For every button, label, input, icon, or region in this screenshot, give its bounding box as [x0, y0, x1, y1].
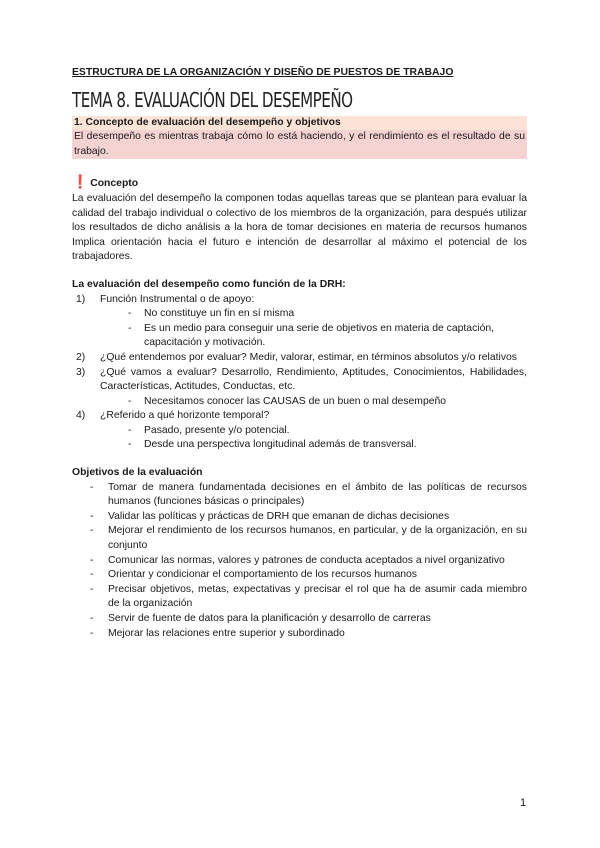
- objective-text: Orientar y condicionar el comportamiento de los recursos humanos: [108, 569, 417, 581]
- objective-text: Mejorar las relaciones entre superior y subordinado: [108, 627, 345, 639]
- objective-text: Mejorar el rendimiento de los recursos humanos, en particular, y de la organización, en su conjunto: [108, 525, 527, 552]
- dash-bullet: -: [90, 554, 94, 566]
- objective-item: [72, 583, 527, 612]
- concept-title: Concepto: [90, 178, 139, 190]
- concept-block: [72, 175, 527, 265]
- drh-title: La evaluación del desempeño como función de la DRH:: [72, 278, 346, 290]
- drh-item-number: 3): [76, 366, 86, 378]
- dash-bullet: -: [90, 613, 94, 624]
- section-1-highlight: El desempeño es mientras trabaja cómo lo está haciendo, y el rendimiento es el resultado de su trabajo.: [72, 130, 527, 159]
- drh-item-number: 4): [76, 410, 86, 422]
- drh-subitem: [72, 322, 527, 351]
- document-page: [72, 66, 527, 641]
- dash-bullet: -: [128, 395, 132, 407]
- drh-subitem-text: Pasado, presente y/o potencial.: [144, 424, 290, 436]
- document-header: ESTRUCTURA DE LA ORGANIZACIÓN Y DISEÑO DE PUESTOS DE TRABAJO: [72, 67, 454, 78]
- objective-text: Validar las políticas y prácticas de DRH que emanan de dichas decisiones: [108, 510, 450, 522]
- drh-subitem-text: No constituye un fin en sí misma: [144, 308, 295, 320]
- page-number: 1: [520, 797, 527, 809]
- objectives-list: [72, 481, 527, 642]
- drh-item: [72, 366, 527, 395]
- objectives-title: Objetivos de la evaluación: [72, 467, 203, 479]
- drh-list: [72, 293, 527, 454]
- drh-subitem-text: Desde una perspectiva longitudinal además de transversal.: [144, 439, 417, 451]
- objective-text: Servir de fuente de datos para la planificación y desarrollo de carreras: [108, 613, 431, 624]
- dash-bullet: -: [128, 439, 132, 451]
- topic-title: TEMA 8. EVALUACIÓN DEL DESEMPEÑO: [72, 87, 353, 112]
- drh-item-text: ¿Referido a qué horizonte temporal?: [100, 410, 270, 422]
- section-1-title: 1. Concepto de evaluación del desempeño y objetivos: [72, 116, 527, 131]
- drh-item-text: Función Instrumental o de apoyo:: [100, 293, 255, 305]
- objective-item: [72, 554, 527, 569]
- objective-item: [72, 524, 527, 553]
- dash-bullet: -: [90, 569, 94, 581]
- dash-bullet: -: [90, 627, 94, 639]
- exclamation-icon: ❗: [72, 174, 89, 190]
- concept-text: La evaluación del desempeño la componen todas aquellas tareas que se plantean para evaluar la calidad del trabajo individual o colectivo de los miembros de la organización, para después utilizar los resultados de dicho análisis a la hora de tomar decisiones en materia de recursos humanos Implica orientación hacia el futuro e intención de desarrollar al máximo el potencial de los trabajadores.: [72, 192, 527, 263]
- dash-bullet: -: [90, 583, 94, 595]
- dash-bullet: -: [90, 510, 94, 522]
- section-1: [72, 116, 527, 160]
- objectives-block: [72, 466, 527, 641]
- drh-item-text: ¿Qué entendemos por evaluar? Medir, valorar, estimar, en términos absolutos y/o relativos: [100, 351, 517, 363]
- drh-subitem: [72, 395, 527, 410]
- dash-bullet: -: [128, 424, 132, 436]
- drh-item: [72, 293, 527, 308]
- drh-item-text: ¿Qué vamos a evaluar? Desarrollo, Rendimiento, Aptitudes, Conocimientos, Habilidades, Características, Actitudes, Conductas, etc.: [100, 366, 527, 393]
- dash-bullet: -: [128, 308, 132, 320]
- drh-item: [72, 351, 527, 366]
- drh-item: [72, 409, 527, 424]
- objective-item: [72, 612, 527, 627]
- dash-bullet: -: [90, 525, 94, 537]
- objective-text: Tomar de manera fundamentada decisiones en el ámbito de las políticas de recursos humanos (funciones básicas o principales): [108, 481, 527, 508]
- objective-item: [72, 481, 527, 510]
- objective-text: Precisar objetivos, metas, expectativas y precisar el rol que ha de asumir cada miembro de la organización: [108, 583, 527, 610]
- objective-text: Comunicar las normas, valores y patrones de conducta aceptados a nivel organizativo: [108, 554, 505, 566]
- drh-subitem: [72, 438, 527, 453]
- drh-subitem-text: Necesitamos conocer las CAUSAS de un buen o mal desempeño: [144, 395, 447, 407]
- drh-block: [72, 278, 527, 453]
- objective-item: [72, 627, 527, 642]
- objective-item: [72, 510, 527, 525]
- drh-subitem: [72, 424, 527, 439]
- dash-bullet: -: [90, 481, 94, 493]
- drh-subitem-text: Es un medio para conseguir una serie de objetivos en materia de captación, capacitación y motivación.: [144, 322, 495, 349]
- drh-item-number: 2): [76, 351, 86, 363]
- dash-bullet: -: [128, 322, 132, 334]
- drh-subitem: [72, 307, 527, 322]
- drh-item-number: 1): [76, 293, 86, 305]
- objective-item: [72, 568, 527, 583]
